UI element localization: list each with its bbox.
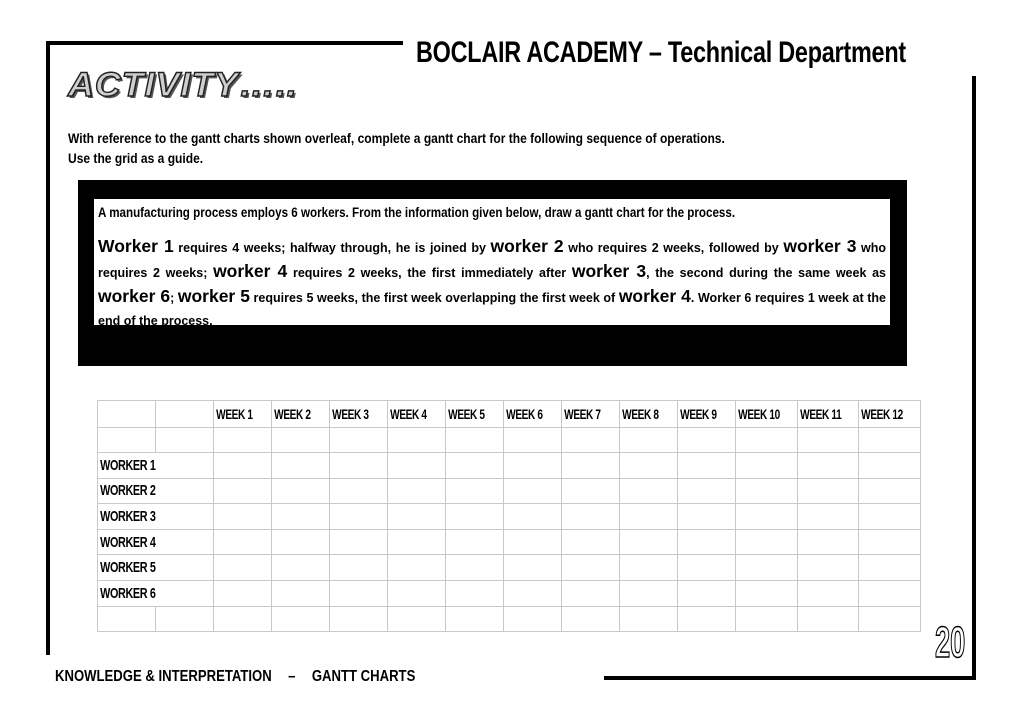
grid-cell (859, 529, 921, 555)
worker-ref: worker 3 (783, 236, 857, 256)
grid-cell (446, 428, 504, 453)
grid-cell (272, 580, 330, 606)
week-header (797, 401, 858, 428)
grid-cell (504, 580, 562, 606)
grid-cell (620, 478, 678, 504)
grid-cell (859, 606, 921, 631)
grid-cell (214, 504, 272, 530)
grid-cell (736, 580, 798, 606)
grid-cell (272, 555, 330, 581)
grid-cell (272, 428, 330, 453)
week-header (504, 401, 562, 428)
week-header-label: WEEK 2 (274, 406, 311, 422)
grid-cell (214, 529, 272, 555)
week-header-label: WEEK 11 (800, 406, 842, 422)
worker-label (98, 478, 214, 504)
footer-topic: KNOWLEDGE & INTERPRETATION (55, 668, 272, 685)
week-header (214, 401, 272, 428)
instruction-line-1: With reference to the gantt charts shown overleaf, complete a gantt chart for the following sequence of operations. (68, 130, 725, 146)
grid-cell (388, 428, 446, 453)
grid-cell (388, 529, 446, 555)
week-header (678, 401, 736, 428)
grid-cell (620, 504, 678, 530)
worker-ref: worker 2 (490, 236, 564, 256)
grid-cell (504, 478, 562, 504)
worker-ref: worker 4 (618, 286, 691, 306)
grid-cell (620, 453, 678, 479)
week-header (620, 401, 678, 428)
activity-heading: ACTIVITY….. (68, 66, 298, 104)
problem-text: , the second during the same week as (646, 266, 886, 280)
grid-cell (678, 428, 736, 453)
instruction-line-2: Use the grid as a guide. (68, 150, 204, 166)
grid-cell (388, 606, 446, 631)
gantt-grid (97, 400, 921, 632)
grid-cell (562, 453, 620, 479)
problem-description (98, 235, 886, 333)
grid-cell (330, 606, 388, 631)
week-header-label: WEEK 6 (506, 406, 543, 422)
grid-row (98, 478, 921, 504)
worker-label (98, 555, 214, 581)
grid-cell (678, 529, 736, 555)
problem-text: who requires 2 weeks, followed by (563, 241, 784, 255)
grid-cell (797, 529, 858, 555)
grid-cell (388, 580, 446, 606)
grid-cell (214, 555, 272, 581)
corner-cell (156, 401, 214, 428)
grid-cell (562, 428, 620, 453)
grid-cell (504, 555, 562, 581)
grid-cell (504, 453, 562, 479)
grid-cell (272, 529, 330, 555)
worker-label-label: WORKER 5 (100, 559, 156, 577)
grid-cell (736, 453, 798, 479)
grid-cell (272, 606, 330, 631)
grid-cell (859, 555, 921, 581)
grid-cell (446, 580, 504, 606)
grid-row (98, 580, 921, 606)
week-header-label: WEEK 7 (564, 406, 601, 422)
page-title: BOCLAIR ACADEMY – Technical Department (416, 36, 906, 69)
grid-cell (330, 453, 388, 479)
frame-left-line (46, 41, 50, 655)
grid-cell (736, 428, 798, 453)
grid-cell (504, 606, 562, 631)
week-header (446, 401, 504, 428)
week-header (736, 401, 798, 428)
grid-cell (797, 453, 858, 479)
grid-cell (562, 606, 620, 631)
week-header-label: WEEK 3 (332, 406, 369, 422)
worker-label (98, 453, 214, 479)
grid-cell (214, 453, 272, 479)
worker-label (98, 580, 214, 606)
grid-cell (797, 478, 858, 504)
grid-cell (330, 555, 388, 581)
grid-cell (678, 453, 736, 479)
worker-label-label: WORKER 2 (100, 482, 156, 500)
grid-cell (562, 504, 620, 530)
grid-cell (156, 606, 214, 631)
grid-cell (797, 555, 858, 581)
worker-label-label: WORKER 6 (100, 584, 156, 602)
grid-cell (678, 504, 736, 530)
grid-cell (859, 580, 921, 606)
worker-label (98, 504, 214, 530)
week-header-label: WEEK 12 (861, 406, 904, 422)
grid-cell (620, 428, 678, 453)
grid-row (98, 428, 921, 453)
grid-cell (620, 529, 678, 555)
grid-cell (859, 478, 921, 504)
grid-cell (678, 580, 736, 606)
grid-cell (446, 606, 504, 631)
footer-dash: – (288, 668, 296, 685)
footer (55, 668, 415, 686)
grid-row (98, 529, 921, 555)
grid-cell (214, 478, 272, 504)
grid-cell (859, 453, 921, 479)
grid-cell (272, 453, 330, 479)
grid-cell (620, 580, 678, 606)
worker-label (98, 529, 214, 555)
problem-text: who requires 2 weeks; (98, 241, 887, 280)
grid-cell (446, 478, 504, 504)
grid-cell (330, 580, 388, 606)
grid-cell (214, 580, 272, 606)
worker-ref: Worker 1 (98, 236, 174, 256)
grid-cell (388, 555, 446, 581)
grid-cell (620, 555, 678, 581)
worker-ref: worker 3 (571, 261, 647, 281)
week-header-label: WEEK 4 (390, 406, 427, 422)
grid-cell (330, 428, 388, 453)
worker-label-label: WORKER 4 (100, 533, 156, 551)
grid-row (98, 453, 921, 479)
problem-text: requires 5 weeks, the first week overlapping the first week of (249, 291, 619, 305)
grid-cell (736, 555, 798, 581)
grid-cell (504, 428, 562, 453)
frame-right-line (972, 76, 976, 680)
week-header (330, 401, 388, 428)
week-header (388, 401, 446, 428)
grid-cell (504, 504, 562, 530)
grid-cell (388, 504, 446, 530)
worker-label-label: WORKER 1 (100, 456, 156, 474)
corner-cell (98, 401, 156, 428)
grid-cell (736, 504, 798, 530)
grid-cell (797, 428, 858, 453)
grid-row (98, 504, 921, 530)
grid-cell (797, 504, 858, 530)
grid-cell (797, 606, 858, 631)
week-header (272, 401, 330, 428)
footer-subject: GANTT CHARTS (311, 668, 416, 685)
grid-cell (156, 428, 214, 453)
worker-ref: worker 4 (213, 261, 288, 281)
week-header (562, 401, 620, 428)
grid-cell (736, 529, 798, 555)
grid-cell (562, 580, 620, 606)
week-header (859, 401, 921, 428)
grid-cell (272, 478, 330, 504)
grid-cell (446, 504, 504, 530)
grid-cell (678, 606, 736, 631)
worker-label-label: WORKER 3 (100, 507, 156, 525)
grid-cell (620, 606, 678, 631)
grid-cell (330, 529, 388, 555)
grid-row (98, 606, 921, 631)
worker-ref: worker 5 (177, 286, 250, 306)
week-header-label: WEEK 5 (448, 406, 485, 422)
grid-cell (388, 478, 446, 504)
grid-row (98, 401, 921, 428)
grid-cell (214, 428, 272, 453)
problem-intro: A manufacturing process employs 6 workers. From the information given below, draw a gantt chart for the process. (98, 204, 736, 220)
problem-text: ; (170, 291, 178, 305)
grid-cell (330, 478, 388, 504)
grid-cell (859, 428, 921, 453)
grid-cell (562, 478, 620, 504)
grid-row (98, 555, 921, 581)
week-header-label: WEEK 8 (622, 406, 659, 422)
grid-cell (562, 529, 620, 555)
page-number: 20 (935, 618, 966, 667)
week-header-label: WEEK 9 (680, 406, 717, 422)
problem-text: requires 4 weeks; halfway through, he is joined by (173, 241, 491, 255)
frame-bottom-line (604, 676, 976, 680)
frame-top-line (46, 41, 403, 45)
grid-cell (736, 606, 798, 631)
grid-cell (214, 606, 272, 631)
grid-cell (562, 555, 620, 581)
grid-cell (272, 504, 330, 530)
worker-ref: worker 6 (98, 286, 171, 306)
problem-text: requires 2 weeks, the first immediately after (287, 266, 572, 280)
grid-cell (446, 555, 504, 581)
grid-cell (678, 478, 736, 504)
grid-cell (98, 606, 156, 631)
grid-cell (859, 504, 921, 530)
grid-cell (504, 529, 562, 555)
week-header-label: WEEK 10 (738, 406, 780, 422)
grid-cell (797, 580, 858, 606)
grid-cell (330, 504, 388, 530)
grid-cell (446, 529, 504, 555)
grid-cell (678, 555, 736, 581)
grid-cell (388, 453, 446, 479)
problem-text: . Worker 6 requires 1 week at the end of the process. (98, 291, 887, 328)
week-header-label: WEEK 1 (216, 406, 253, 422)
grid-cell (98, 428, 156, 453)
grid-cell (446, 453, 504, 479)
grid-cell (736, 478, 798, 504)
